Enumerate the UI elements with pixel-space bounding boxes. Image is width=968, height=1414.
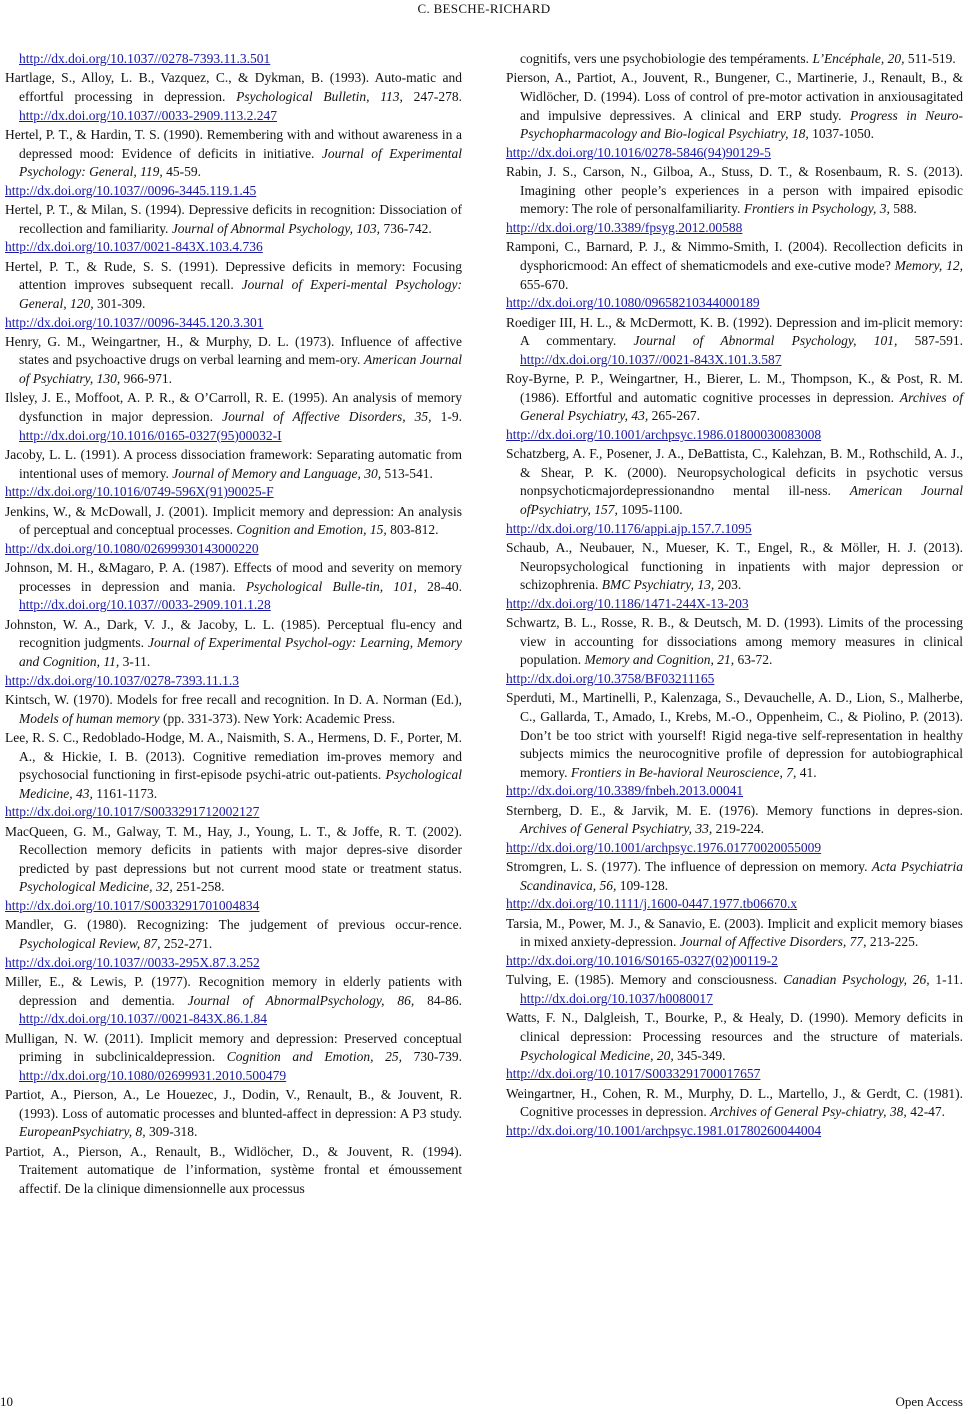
reference-entry xyxy=(506,1009,963,1083)
reference-journal: Psychological Medicine, 43, xyxy=(19,767,462,801)
reference-journal: BMC Psychiatry, 13, xyxy=(601,577,715,593)
reference-pages: 265-267. xyxy=(648,408,700,424)
reference-pages: 513-541. xyxy=(381,465,433,481)
reference-pages: 1161-1173. xyxy=(92,785,158,801)
reference-text: Rabin, J. S., Carson, N., Gilboa, A., Stuss, D. T., & Rosenbaum, R. S. (2013). Imagining other people’s experiences in a person with impaired episodic memory: The role of personalfamiliarity. xyxy=(506,164,963,217)
reference-text: Roediger III, H. L., & McDermott, K. B. (1992). Depression and im-plicit memory: A commentary. xyxy=(506,314,963,349)
reference-pages: 588. xyxy=(889,201,917,217)
reference-entry xyxy=(5,503,462,559)
reference-pages: 42-47. xyxy=(906,1104,946,1120)
reference-entry xyxy=(5,1086,462,1142)
reference-text: Ramponi, C., Barnard, P. J., & Nimmo-Smith, I. (2004). Recollection deficits in dysphoricmood: An effect of shematicmodels and exe-cutive mode? xyxy=(506,239,963,273)
reference-journal: Journal of Memory and Language, 30, xyxy=(172,465,382,481)
doi-link[interactable]: http://dx.doi.org/10.1080/02699930143000220 xyxy=(5,540,259,556)
reference-text: Mandler, G. (1980). Recognizing: The judgement of previous occur-rence. xyxy=(5,917,462,933)
reference-journal: Journal of Experimental Psychol-ogy: Learning, Memory and Cognition, 11, xyxy=(19,635,462,669)
doi-link[interactable]: http://dx.doi.org/10.1037//0021-843X.86.1.84 xyxy=(19,1011,268,1027)
reference-pages: 203. xyxy=(714,577,742,593)
doi-link[interactable]: http://dx.doi.org/10.3389/fnbeh.2013.00041 xyxy=(506,783,744,799)
reference-entry xyxy=(5,446,462,502)
reference-journal: Journal of Abnormal Psychology, 103, xyxy=(171,220,381,236)
reference-text: Hertel, P. T., & Hardin, T. S. (1990). Remembering with and without awareness in a depressed mood: Evidence of deficits in initiative. xyxy=(5,126,462,161)
reference-pages: 730-739. xyxy=(401,1049,463,1065)
doi-link[interactable]: http://dx.doi.org/10.1001/archpsyc.1981.01780260044004 xyxy=(506,1122,822,1138)
reference-entry xyxy=(5,69,462,125)
doi-link[interactable]: http://dx.doi.org/10.3389/fpsyg.2012.00588 xyxy=(506,219,743,235)
reference-pages: 251-258. xyxy=(172,879,225,895)
reference-pages: 213-225. xyxy=(866,934,919,950)
reference-journal: Psychological Bulletin, 113, xyxy=(236,88,403,104)
doi-link[interactable]: http://dx.doi.org/10.1016/S0165-0327(02)00119-2 xyxy=(506,953,778,969)
doi-link[interactable]: http://dx.doi.org/10.1111/j.1600-0447.1977.tb06670.x xyxy=(506,896,798,912)
reference-pages: 41. xyxy=(796,764,817,780)
reference-text: Stromgren, L. S. (1977). The influence of depression on memory. xyxy=(506,859,872,875)
reference-entry xyxy=(506,314,963,370)
reference-journal: L’Encéphale, 20, xyxy=(812,51,905,66)
reference-text: Tulving, E. (1985). Memory and consciousness. xyxy=(506,972,784,988)
references-left-column xyxy=(5,50,462,1199)
doi-link[interactable]: http://dx.doi.org/10.3758/BF03211165 xyxy=(506,670,715,686)
reference-text: Hertel, P. T., & Rude, S. S. (1991). Depressive deficits in memory: Focusing attention improves subsequent recall. xyxy=(5,258,462,293)
reference-entry xyxy=(506,971,963,1008)
reference-text: Kintsch, W. (1970). Models for free recall and recognition. In D. A. Norman (Ed.), xyxy=(5,691,462,707)
reference-pages: 966-971. xyxy=(120,371,172,387)
reference-text: cognitifs, vers une psychobiologie des tempéraments. xyxy=(520,51,813,66)
doi-link[interactable]: http://dx.doi.org/10.1037//0033-2909.101.1.28 xyxy=(19,597,271,613)
reference-pages: 1-9. xyxy=(431,409,462,425)
reference-pages: 1-11. xyxy=(929,972,963,988)
doi-link[interactable]: http://dx.doi.org/10.1016/0165-0327(95)00032-I xyxy=(19,427,282,443)
reference-pages: 736-742. xyxy=(380,220,432,236)
reference-entry xyxy=(5,1143,462,1199)
doi-link[interactable]: http://dx.doi.org/10.1037//0021-843X.101.3.587 xyxy=(520,351,782,367)
reference-entry xyxy=(506,1085,963,1141)
reference-text: Schwartz, B. L., Rosse, R. B., & Deutsch, M. D. (1993). Limits of the processing view in accounting for dissociations among memory measures in clinical population. xyxy=(506,615,963,668)
reference-journal: Acta Psychiatria Scandinavica, 56, xyxy=(520,859,963,893)
reference-text: Weingartner, H., Cohen, R. M., Murphy, D. L., Martello, J., & Gerdt, C. (1981). Cognitive processes in depression. xyxy=(506,1085,963,1120)
reference-entry xyxy=(506,689,963,801)
reference-pages: 309-318. xyxy=(145,1124,198,1140)
reference-journal: EuropeanPsychiatry, 8, xyxy=(19,1124,146,1140)
reference-pages: (pp. 331-373). New York: Academic Press. xyxy=(159,710,396,726)
reference-text: Johnston, W. A., Dark, V. J., & Jacoby, L. L. (1985). Perceptual flu-ency and recognition judgments. xyxy=(5,616,462,651)
reference-text: Johnson, M. H., &Magaro, P. A. (1987). Effects of mood and severity on memory processes in depression and mania. xyxy=(5,560,462,594)
footer-label: Open Access xyxy=(895,1394,963,1409)
doi-link[interactable]: http://dx.doi.org/10.1037//0033-2909.113.2.247 xyxy=(19,107,278,123)
doi-link[interactable]: http://dx.doi.org/10.1001/archpsyc.1976.01770020055009 xyxy=(506,839,822,855)
reference-journal: Archives of General Psychiatry, 33, xyxy=(520,821,713,837)
references-right-column xyxy=(506,50,963,1141)
page-number: 10 xyxy=(0,1394,13,1409)
doi-link[interactable]: http://dx.doi.org/10.1176/appi.ajp.157.7.1095 xyxy=(506,520,752,536)
reference-text: Partiot, A., Pierson, A., Le Houezec, J., Dodin, V., Renault, B., & Jouvent, R. (1993). Loss of automatic processes and blunted-affect in depression: A P3 study. xyxy=(5,1087,462,1121)
reference-journal: American Journal of Psychiatry, 130, xyxy=(19,352,462,387)
reference-journal: Canadian Psychology, 26, xyxy=(783,972,930,988)
reference-journal: Journal of Experimental Psychology: General, 119, xyxy=(19,145,462,180)
reference-entry xyxy=(506,238,963,312)
reference-entry xyxy=(506,370,963,444)
doi-link[interactable]: http://dx.doi.org/10.1017/S0033291712002127 xyxy=(5,804,260,820)
reference-pages: 45-59. xyxy=(162,164,201,180)
reference-journal: Psychological Medicine, 32, xyxy=(19,879,173,895)
doi-link[interactable]: http://dx.doi.org/10.1186/1471-244X-13-203 xyxy=(506,595,749,611)
reference-text: Partiot, A., Pierson, A., Renault, B., Widlöcher, D., & Jouvent, R. (1994). Traitement automatique de l’information, système frontal et émoussement affectif. De la clinique dimensionnelle aux processus xyxy=(5,1143,462,1196)
reference-pages: 511-519. xyxy=(904,51,956,66)
reference-entry xyxy=(5,973,462,1029)
reference-text: Mulligan, N. W. (2011). Implicit memory and depression: Preserved conceptual priming in subclinicaldepression. xyxy=(5,1030,462,1065)
reference-pages: 3-11. xyxy=(119,653,151,669)
doi-link[interactable]: http://dx.doi.org/10.1037//0096-3445.119.1.45 xyxy=(5,182,257,198)
reference-pages: 1095-1100. xyxy=(617,502,683,518)
reference-pages: 301-309. xyxy=(93,295,146,311)
reference-entry xyxy=(506,915,963,971)
reference-pages: 247-278. xyxy=(402,88,463,104)
reference-pages: 84-86. xyxy=(414,992,462,1008)
reference-text: Hartlage, S., Alloy, L. B., Vazquez, C., & Dykman, B. (1993). Auto-matic and effortful processing in depression. xyxy=(5,70,462,104)
reference-journal: Journal of Experi-mental Psychology: General, 120, xyxy=(19,277,462,311)
reference-text: Jenkins, W., & McDowall, J. (2001). Implicit memory and depression: An analysis of perceptual and conceptual processes. xyxy=(5,503,462,538)
reference-text: Tarsia, M., Power, M. J., & Sanavio, E. (2003). Implicit and explicit memory biases in mixed anxiety-depression. xyxy=(506,915,963,950)
reference-pages: 655-670. xyxy=(520,276,569,292)
reference-journal: Psychological Review, 87, xyxy=(19,936,161,952)
reference-journal: Cognition and Emotion, 25, xyxy=(226,1049,402,1065)
reference-entry xyxy=(5,691,462,728)
running-header: C. BESCHE-RICHARD xyxy=(417,1,551,16)
reference-text: Sternberg, D. E., & Jarvik, M. E. (1976). Memory functions in depres-sion. xyxy=(506,802,963,818)
reference-entry xyxy=(5,1030,462,1086)
reference-pages: 345-349. xyxy=(673,1047,726,1063)
reference-pages: 28-40. xyxy=(416,578,462,594)
reference-entry xyxy=(506,69,963,162)
doi-link[interactable]: http://dx.doi.org/10.1037/0021-843X.103.4.736 xyxy=(5,239,263,255)
reference-entry xyxy=(506,445,963,538)
reference-journal: Models of human memory xyxy=(19,710,160,726)
reference-entry xyxy=(5,616,462,690)
reference-pages: 109-128. xyxy=(616,877,669,893)
reference-pages: 252-271. xyxy=(160,936,213,952)
reference-entry xyxy=(506,858,963,914)
doi-link[interactable]: http://dx.doi.org/10.1017/S0033291701004834 xyxy=(5,898,260,914)
reference-journal: Journal of Abnormal Psychology, 101, xyxy=(633,333,898,349)
doi-link[interactable]: http://dx.doi.org/10.1037//0278-7393.11.3.501 xyxy=(19,51,271,66)
reference-text: Watts, F. N., Dalgleish, T., Bourke, P., & Healy, D. (1990). Memory deficits in clinical depression: Processing resources and the structure of materials. xyxy=(506,1010,963,1045)
reference-entry xyxy=(5,201,462,257)
reference-text: Henry, G. M., Weingartner, H., & Murphy, D. L. (1973). Influence of affective states and psychoactive drugs on verbal learning and mem-ory. xyxy=(5,333,462,368)
doi-link[interactable]: http://dx.doi.org/10.1037//0033-295X.87.3.252 xyxy=(5,954,260,970)
reference-pages: 587-591. xyxy=(897,333,964,349)
reference-journal: Journal of AbnormalPsychology, 86, xyxy=(187,992,415,1008)
doi-link[interactable]: http://dx.doi.org/10.1037/0278-7393.11.1.3 xyxy=(5,672,240,688)
doi-link[interactable]: http://dx.doi.org/10.1080/02699931.2010.500479 xyxy=(19,1067,287,1083)
reference-text: Miller, E., & Lewis, P. (1977). Recognition memory in elderly patients with depression and dementia. xyxy=(5,974,462,1008)
reference-journal: Journal of Affective Disorders, 35, xyxy=(222,409,432,425)
reference-entry xyxy=(506,50,963,69)
doi-link[interactable]: http://dx.doi.org/10.1037//0096-3445.120.3.301 xyxy=(5,314,264,330)
reference-entry xyxy=(506,802,963,858)
doi-link[interactable]: http://dx.doi.org/10.1080/09658210344000189 xyxy=(506,295,760,311)
reference-entry xyxy=(5,389,462,445)
reference-entry xyxy=(5,559,462,615)
doi-link[interactable]: http://dx.doi.org/10.1037/h0080017 xyxy=(520,991,713,1007)
reference-journal: Psychological Bulle-tin, 101, xyxy=(245,578,417,594)
reference-pages: 63-72. xyxy=(734,652,773,668)
reference-journal: Memory and Cognition, 21, xyxy=(584,652,735,668)
reference-journal: Frontiers in Psychology, 3, xyxy=(743,201,890,217)
reference-entry xyxy=(5,916,462,972)
doi-link[interactable]: http://dx.doi.org/10.1016/0278-5846(94)90129-5 xyxy=(506,144,771,160)
reference-pages: 1037-1050. xyxy=(808,126,874,142)
reference-text: Hertel, P. T., & Milan, S. (1994). Depressive deficits in recognition: Dissociation of recollection and familiarity. xyxy=(5,202,462,236)
reference-entry xyxy=(5,126,462,200)
reference-text: Schaub, A., Neubauer, N., Mueser, K. T., Engel, R., & Möller, H. J. (2013). Neuropsychological functioning in inpatients with major depression or schizophrenia. xyxy=(506,540,963,593)
reference-journal: Archives of General Psychiatry, 43, xyxy=(520,389,964,424)
reference-entry xyxy=(506,614,963,688)
reference-pages: 803-812. xyxy=(386,522,439,538)
reference-text: Lee, R. S. C., Redoblado-Hodge, M. A., Naismith, S. A., Hermens, D. F., Porter, M. A., & Hickie, I. B. (2013). Cognitive remediation im-proves memory and psychosocial functioning in first-episode psychi-atric out-patients. xyxy=(5,729,462,783)
reference-pages: 219-224. xyxy=(712,821,764,837)
doi-link[interactable]: http://dx.doi.org/10.1017/S0033291700017657 xyxy=(506,1066,761,1082)
reference-journal: Journal of Affective Disorders, 77, xyxy=(679,934,867,950)
reference-entry xyxy=(5,50,462,69)
reference-entry xyxy=(5,333,462,389)
reference-text: Sperduti, M., Martinelli, P., Kalenzaga, S., Devauchelle, A. D., Lion, S., Malherbe, C., Gallarda, T., Amado, I., Krebs, M.-O., Oppenheim, C., & Piolino, P. (2013). Don’t be too strict with yourself! Rigid nega-tive self-representation in healthy subjects mimics the neurocognitive profile of depression for autobiographical memory. xyxy=(506,690,963,780)
reference-journal: Frontiers in Be-havioral Neuroscience, 7, xyxy=(570,764,797,780)
reference-text: Ilsley, J. E., Moffoot, A. P. R., & O’Carroll, R. E. (1995). An analysis of memory dysfunction in major depression. xyxy=(5,390,462,425)
doi-link[interactable]: http://dx.doi.org/10.1001/archpsyc.1986.01800030083008 xyxy=(506,426,822,442)
reference-entry xyxy=(5,729,462,822)
reference-entry xyxy=(5,258,462,332)
reference-journal: Progress in Neuro-Psychopharmacology and Bio-logical Psychiatry, 18, xyxy=(520,107,963,142)
reference-text: Pierson, A., Partiot, A., Jouvent, R., Bungener, C., Martinerie, J., Renault, B., & Widlöcher, D. (1994). Loss of control of pre-motor activation in anxiousagitated and impulsive depressives. A clinical and ERP study. xyxy=(506,70,963,123)
reference-text: MacQueen, G. M., Galway, T. M., Hay, J., Young, L. T., & Joffe, R. T. (2002). Recollection memory deficits in patients with major depres-sive disorder predicted by past depressions but not current mood state or treatment status. xyxy=(5,823,462,876)
reference-journal: American Journal ofPsychiatry, 157, xyxy=(520,483,963,518)
reference-journal: Archives of General Psy-chiatry, 38, xyxy=(710,1104,907,1120)
reference-entry xyxy=(506,163,963,237)
reference-journal: Cognition and Emotion, 15, xyxy=(236,522,387,538)
reference-journal: Psychological Medicine, 20, xyxy=(520,1047,674,1063)
reference-text: Roy-Byrne, P. P., Weingartner, H., Bierer, L. M., Thompson, K., & Post, R. M. (1986). Effortful and automatic cognitive processes in depression. xyxy=(506,371,963,405)
reference-journal: Memory, 12, xyxy=(894,257,963,273)
doi-link[interactable]: http://dx.doi.org/10.1016/0749-596X(91)90025-F xyxy=(5,484,274,500)
reference-text: Jacoby, L. L. (1991). A process dissociation framework: Separating automatic from intentional uses of memory. xyxy=(5,447,462,481)
reference-entry xyxy=(5,823,462,916)
reference-entry xyxy=(506,539,963,613)
reference-text: Schatzberg, A. F., Posener, J. A., DeBattista, C., Kalehzan, B. M., Rothschild, A. J., & Shear, P. K. (2000). Neuropsychological deficits in psychotic versus nonpsychoticmajordepressionandno mental ill-ness. xyxy=(506,446,963,499)
